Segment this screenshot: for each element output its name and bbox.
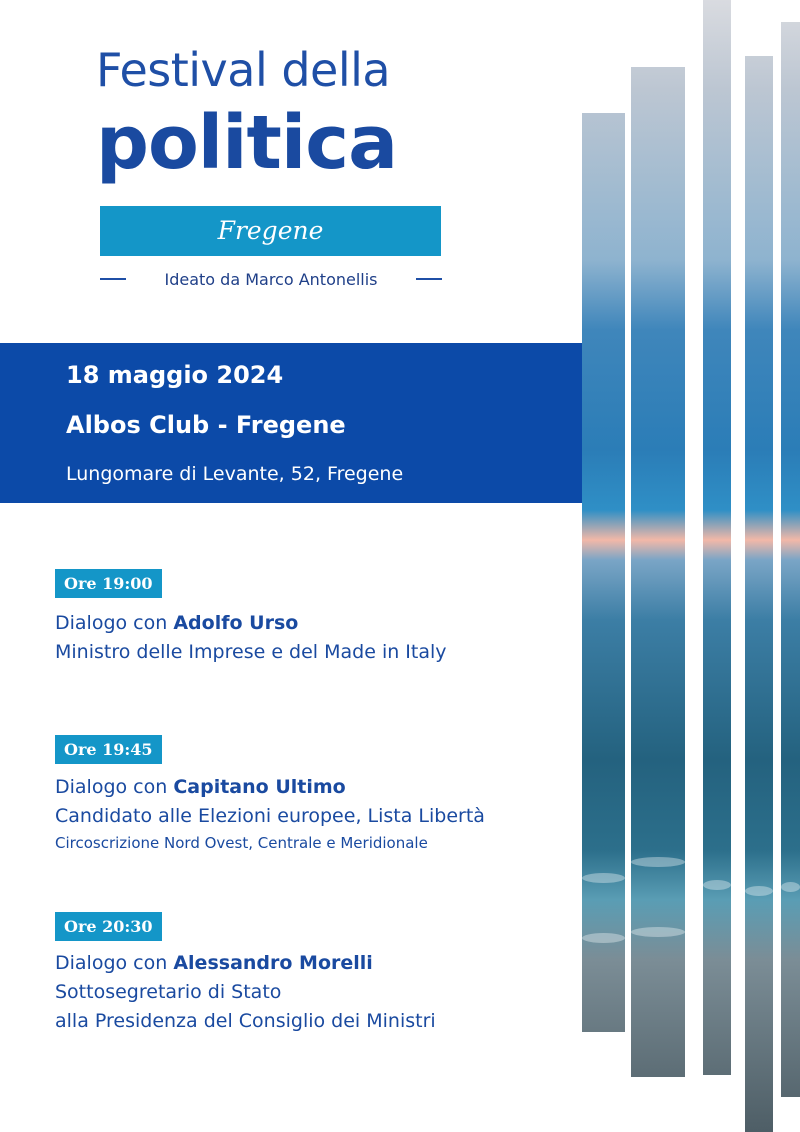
guest-name: Capitano Ultimo [173, 776, 346, 798]
time-badge: Ore 20:30 [55, 912, 162, 941]
guest-role: Candidato alle Elezioni europee, Lista Libertà [55, 805, 485, 827]
left-dash [100, 278, 126, 280]
guest-note: Circoscrizione Nord Ovest, Centrale e Meridionale [55, 834, 428, 852]
right-dash [416, 278, 442, 280]
title-line-2: politica [96, 100, 398, 186]
location-band: Fregene [100, 206, 441, 256]
dialogue-line [55, 773, 575, 802]
guest-name: Adolfo Urso [173, 612, 299, 634]
dialogue-prefix: Dialogo con [55, 776, 174, 798]
dialogue-line [55, 949, 575, 978]
guest-role: Ministro delle Imprese e del Made in Italy [55, 641, 447, 663]
sea-image-strip [703, 0, 731, 1075]
sea-image-strip [631, 67, 685, 1077]
dialogue-line [55, 609, 575, 638]
event-address: Lungomare di Levante, 52, Fregene [66, 463, 404, 485]
program-slot [55, 569, 575, 667]
event-date: 18 maggio 2024 [66, 361, 284, 389]
guest-role: Sottosegretario di Stato [55, 981, 282, 1003]
event-info-band [0, 343, 582, 503]
dialogue-prefix: Dialogo con [55, 952, 174, 974]
guest-role-2: alla Presidenza del Consiglio dei Ministri [55, 1010, 436, 1032]
program-slot [55, 912, 575, 1036]
time-badge: Ore 19:00 [55, 569, 162, 598]
dialogue-prefix: Dialogo con [55, 612, 174, 634]
sea-image-strip [745, 56, 773, 1132]
title-line-1: Festival della [96, 43, 391, 97]
event-venue: Albos Club - Fregene [66, 411, 346, 439]
guest-name: Alessandro Morelli [173, 952, 373, 974]
ideato-text: Ideato da Marco Antonellis [164, 269, 378, 289]
sea-image-strip [781, 22, 800, 1097]
sea-image-strip [582, 113, 625, 1032]
time-badge: Ore 19:45 [55, 735, 162, 764]
ideato-row [100, 266, 442, 292]
program-slot [55, 735, 575, 855]
